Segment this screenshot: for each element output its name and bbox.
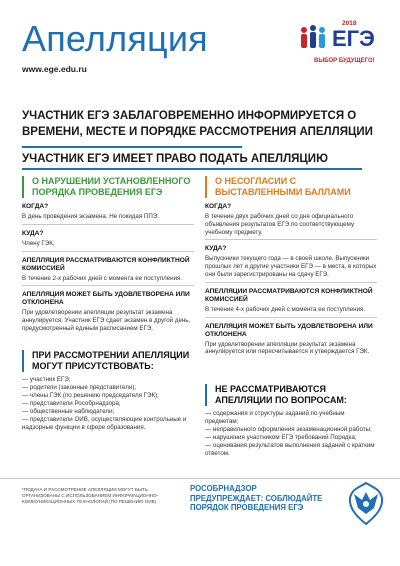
not-considered-list — [205, 410, 377, 458]
site-link[interactable]: www.ege.edu.ru — [22, 64, 87, 74]
answer-text: При удовлетворении апелляции результат экзамена аннулируется или пересчитывается и утверждается ГЭК. — [205, 340, 370, 356]
info-block — [205, 203, 377, 236]
info-block — [22, 230, 194, 248]
divider — [22, 251, 194, 252]
answer-text: В течение 2-х рабочих дней с момента ее поступления. — [22, 274, 183, 282]
page-title: Апелляция — [22, 18, 208, 59]
answer-text: В течение двух рабочих дней со дня официального объявления результатов ЕГЭ по соответствующему учебному предмету. — [205, 213, 355, 236]
question-label: АПЕЛЛЯЦИИ РАССМАТРИВАЮТСЯ КОНФЛИКТНОЙ КОМИССИЕЙ — [205, 287, 373, 303]
attendees-section — [22, 350, 194, 432]
header — [0, 0, 400, 100]
ege-logo — [298, 20, 384, 80]
attendees-list — [22, 376, 194, 432]
lead-heading: УЧАСТНИК ЕГЭ ЗАБЛАГОВРЕМЕННО ИНФОРМИРУЕТСЯ О ВРЕМЕНИ, МЕСТЕ И ПОРЯДКЕ РАССМОТРЕНИЯ АПЕЛЛЯЦИИ — [22, 110, 373, 138]
logo-year: 2018 — [342, 20, 357, 27]
question-label: КУДА? — [22, 229, 44, 237]
answer-text: При удовлетворении апелляции результат экзамена аннулируется. Участник ЕГЭ сдает экзамен в другой день, предусмотренный единым расписанием ЕГЭ. — [22, 309, 191, 332]
list-item: — содержания и структуры заданий по учебным предметам; — [205, 410, 345, 425]
footer-note: *ПОДАЧА И РАССМОТРЕНИЕ АПЕЛЛЯЦИИ МОГУТ БЫТЬ ОРГАНИЗОВАНЫ С ИСПОЛЬЗОВАНИЕМ ИНФОРМАЦИОННО-КОММУНИКАЦИОННЫХ ТЕХНОЛОГИЙ (ПО РЕШЕНИЮ ОИВ) — [22, 487, 159, 504]
footer-divider — [0, 478, 400, 479]
section-heading: ПРИ РАССМОТРЕНИИ АПЕЛЛЯЦИИ МОГУТ ПРИСУТСТВОВАТЬ: — [22, 350, 194, 372]
info-block — [205, 288, 377, 314]
question-label: АПЕЛЛЯЦИЯ МОЖЕТ БЫТЬ УДОВЛЕТВОРЕНА ИЛИ ОТКЛОНЕНА — [205, 322, 373, 338]
sub-heading: УЧАСТНИК ЕГЭ ИМЕЕТ ПРАВО ПОДАТЬ АПЕЛЛЯЦИЮ — [22, 153, 328, 165]
question-label: КУДА? — [205, 245, 227, 253]
section-heading: НЕ РАССМАТРИВАЮТСЯ АПЕЛЛЯЦИИ ПО ВОПРОСАМ: — [205, 384, 377, 406]
list-item: — участник ЕГЭ; — [22, 376, 71, 383]
divider — [205, 239, 377, 240]
answer-text: В течение 4-х рабочих дней с момента ее поступления. — [205, 305, 366, 313]
column-heading: О НАРУШЕНИИ УСТАНОВЛЕННОГО ПОРЯДКА ПРОВЕДЕНИЯ ЕГЭ — [22, 176, 194, 198]
divider — [22, 168, 362, 170]
divider — [22, 224, 194, 225]
list-item: — члены ГЭК (по решению председателя ГЭК); — [22, 392, 159, 399]
question-label: АПЕЛЛЯЦИЯ РАССМАТРИВАЮТСЯ КОНФЛИКТНОЙ КОМИССИЕЙ — [22, 256, 190, 272]
list-item: — родители (законные представители); — [22, 384, 137, 391]
answer-text: В день проведения экзамена. Не покидая ППЭ. — [22, 213, 159, 220]
info-block — [205, 323, 377, 357]
column-heading: О НЕСОГЛАСИИ С ВЫСТАВЛЕННЫМИ БАЛЛАМИ — [205, 176, 377, 198]
info-block — [22, 291, 194, 332]
score-disagreement-column — [205, 176, 377, 356]
logo-text: ЕГЭ — [332, 26, 375, 51]
divider — [22, 285, 194, 286]
logo-tagline: ВЫБОР БУДУЩЕГО! — [314, 58, 375, 64]
info-block — [205, 245, 377, 278]
list-item: — оценивания результатов выполнения заданий с кратким ответом. — [205, 442, 375, 457]
footer-warning: РОСОБРНАДЗОР ПРЕДУПРЕЖДАЕТ: СОБЛЮДАЙТЕ ПОРЯДОК ПРОВЕДЕНИЯ ЕГЭ — [190, 484, 323, 512]
procedure-violation-column — [22, 176, 194, 333]
list-item: — общественные наблюдатели; — [22, 408, 115, 415]
list-item: — представители Рособрнадзора; — [22, 400, 121, 407]
divider — [22, 146, 242, 148]
info-block — [22, 203, 194, 221]
question-label: КОГДА? — [205, 203, 232, 210]
answer-text: Члену ГЭК. — [22, 239, 55, 247]
question-label: АПЕЛЛЯЦИЯ МОЖЕТ БЫТЬ УДОВЛЕТВОРЕНА ИЛИ ОТКЛОНЕНА — [22, 291, 190, 307]
list-item: — неправильного оформления экзаменационной работы; — [205, 426, 372, 433]
people-figures-icon — [298, 24, 334, 56]
question-label: КОГДА? — [22, 203, 49, 210]
divider — [205, 282, 377, 283]
answer-text: Выпускники текущего года — в своей школе. Выпускники прошлых лет и другие участники ЕГЭ — в места, в которых они были зарегистрированы на сдачу ЕГЭ. — [205, 255, 377, 278]
list-item: — представители ОИВ, осуществляющие контрольные и надзорные функции в сфере образования. — [22, 416, 187, 431]
list-item: — нарушения участником ЕГЭ требований Порядка; — [205, 434, 357, 441]
rosobrnadzor-emblem-icon — [344, 480, 388, 528]
divider — [205, 317, 377, 318]
info-block — [22, 257, 194, 283]
not-considered-section — [205, 384, 377, 458]
